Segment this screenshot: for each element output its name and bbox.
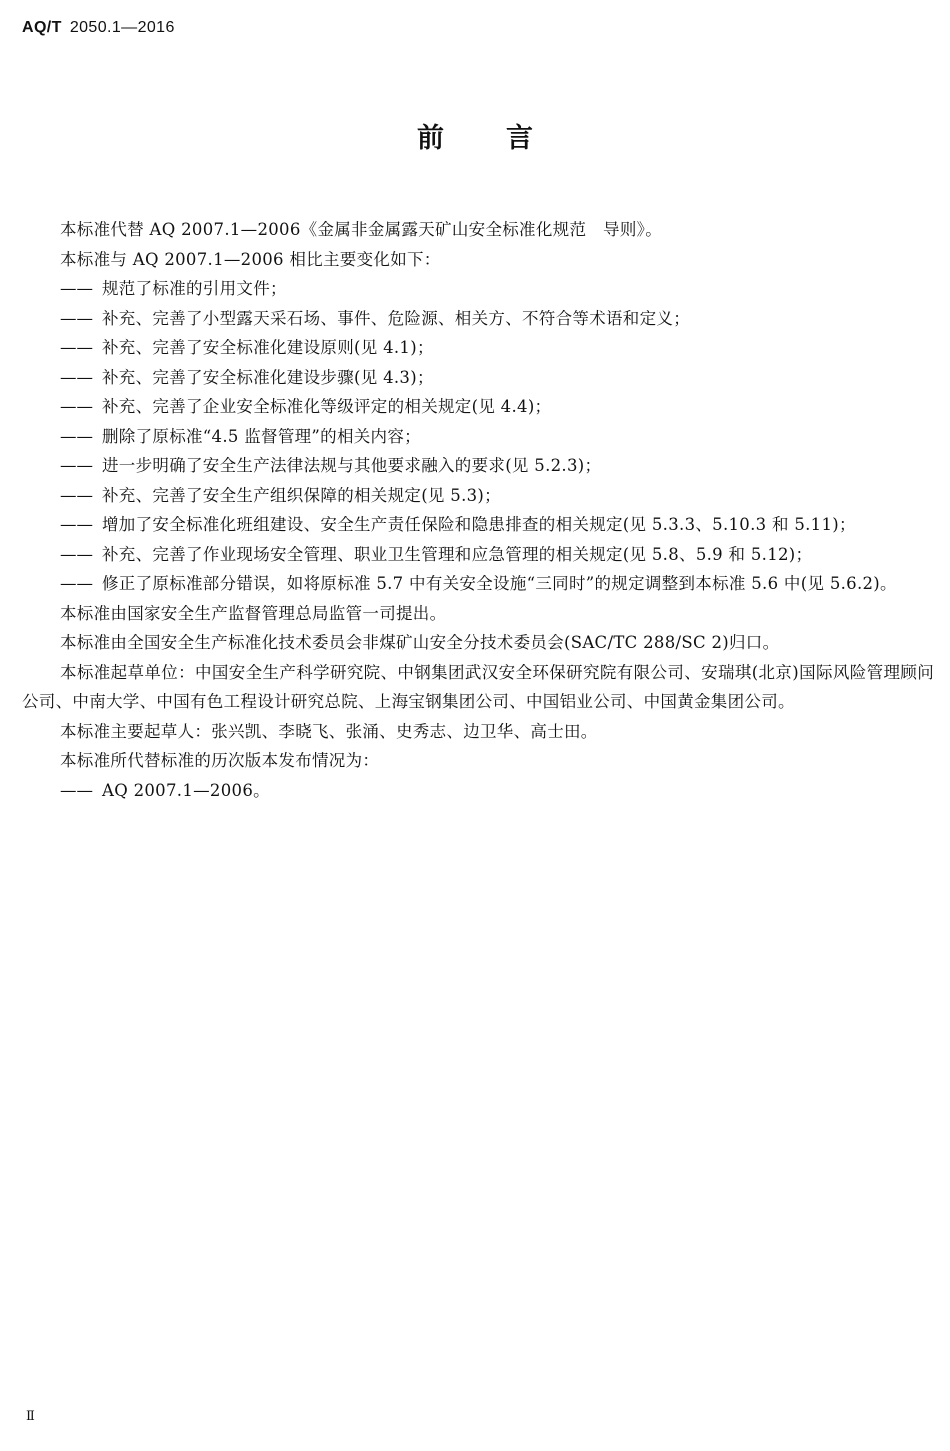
main-drafters-statement: 本标准主要起草人：张兴凯、李晓飞、张涌、史秀志、边卫华、高士田。 xyxy=(60,721,598,741)
change-item-text: 补充、完善了安全生产组织保障的相关规定(见 5.3)； xyxy=(102,485,501,505)
version-history-intro: 本标准所代替标准的历次版本发布情况为： xyxy=(60,751,380,770)
change-item-text: 补充、完善了作业现场安全管理、职业卫生管理和应急管理的相关规定(见 5.8、5.9 和 5.12)； xyxy=(102,544,813,564)
changes-intro: 本标准与 AQ 2007.1—2006 相比主要变化如下： xyxy=(60,249,441,269)
dash-mark: —— xyxy=(60,426,93,446)
change-item-text: 补充、完善了小型露天采石场、事件、危险源、相关方、不符合等术语和定义； xyxy=(102,308,690,328)
change-item xyxy=(22,363,934,393)
dash-mark: —— xyxy=(60,338,93,357)
page-number: Ⅱ xyxy=(26,1409,35,1424)
change-item-text: 增加了安全标准化班组建设、安全生产责任保险和隐患排查的相关规定(见 5.3.3、5.10.3 和 5.11)； xyxy=(102,515,856,534)
page-title: 前言 xyxy=(417,123,595,154)
dash-mark: —— xyxy=(60,515,93,534)
change-item xyxy=(22,481,934,511)
change-item xyxy=(22,304,934,334)
change-item-text: 修正了原标准部分错误，如将原标准 5.7 中有关安全设施“三同时”的规定调整到本标准 5.6 中(见 5.6.2)。 xyxy=(102,574,897,593)
dash-mark: —— xyxy=(60,780,93,800)
change-item-text: 删除了原标准“4.5 监督管理”的相关内容； xyxy=(102,426,421,446)
change-item xyxy=(22,274,934,304)
change-item xyxy=(22,510,934,540)
drafting-units-statement: 本标准起草单位：中国安全生产科学研究院、中钢集团武汉安全环保研究院有限公司、安瑞琪(北京)国际风险管理顾问公司、中南大学、中国有色工程设计研究总院、上海宝钢集团公司、中国铝业公司、中国黄金集团公司。 xyxy=(22,662,934,711)
change-item-text: 补充、完善了企业安全标准化等级评定的相关规定(见 4.4)； xyxy=(102,397,552,416)
standard-code-number: 2050.1—2016 xyxy=(69,19,175,36)
dash-mark: —— xyxy=(60,279,93,298)
history-item-text: AQ 2007.1—2006。 xyxy=(102,780,270,800)
dash-mark: —— xyxy=(60,574,93,593)
dash-mark: —— xyxy=(60,544,93,564)
centralized-management-statement: 本标准由全国安全生产标准化技术委员会非煤矿山安全分技术委员会(SAC/TC 288/SC 2)归口。 xyxy=(60,633,780,652)
replacement-statement: 本标准代替 AQ 2007.1—2006《金属非金属露天矿山安全标准化规范 导则》。 xyxy=(60,220,663,239)
change-item-text: 规范了标准的引用文件； xyxy=(102,279,287,298)
change-item xyxy=(22,540,934,570)
change-item xyxy=(22,422,934,452)
change-item-text: 进一步明确了安全生产法律法规与其他要求融入的要求(见 5.2.3)； xyxy=(102,456,602,475)
foreword-body xyxy=(22,215,934,805)
dash-mark: —— xyxy=(60,397,93,416)
change-item xyxy=(22,451,934,481)
dash-mark: —— xyxy=(60,308,93,328)
standard-code-prefix: AQ/T xyxy=(22,19,62,36)
changes-list xyxy=(22,274,934,599)
change-item-text: 补充、完善了安全标准化建设原则(见 4.1)； xyxy=(102,338,434,357)
dash-mark: —— xyxy=(60,485,93,505)
change-item-text: 补充、完善了安全标准化建设步骤(见 4.3)； xyxy=(102,367,434,387)
dash-mark: —— xyxy=(60,456,93,475)
change-item xyxy=(22,333,934,363)
standard-code-header xyxy=(22,19,175,37)
dash-mark: —— xyxy=(60,367,93,387)
change-item xyxy=(22,569,934,599)
proposer-statement: 本标准由国家安全生产监督管理总局监管一司提出。 xyxy=(60,603,447,623)
change-item xyxy=(22,392,934,422)
history-item xyxy=(22,776,934,806)
